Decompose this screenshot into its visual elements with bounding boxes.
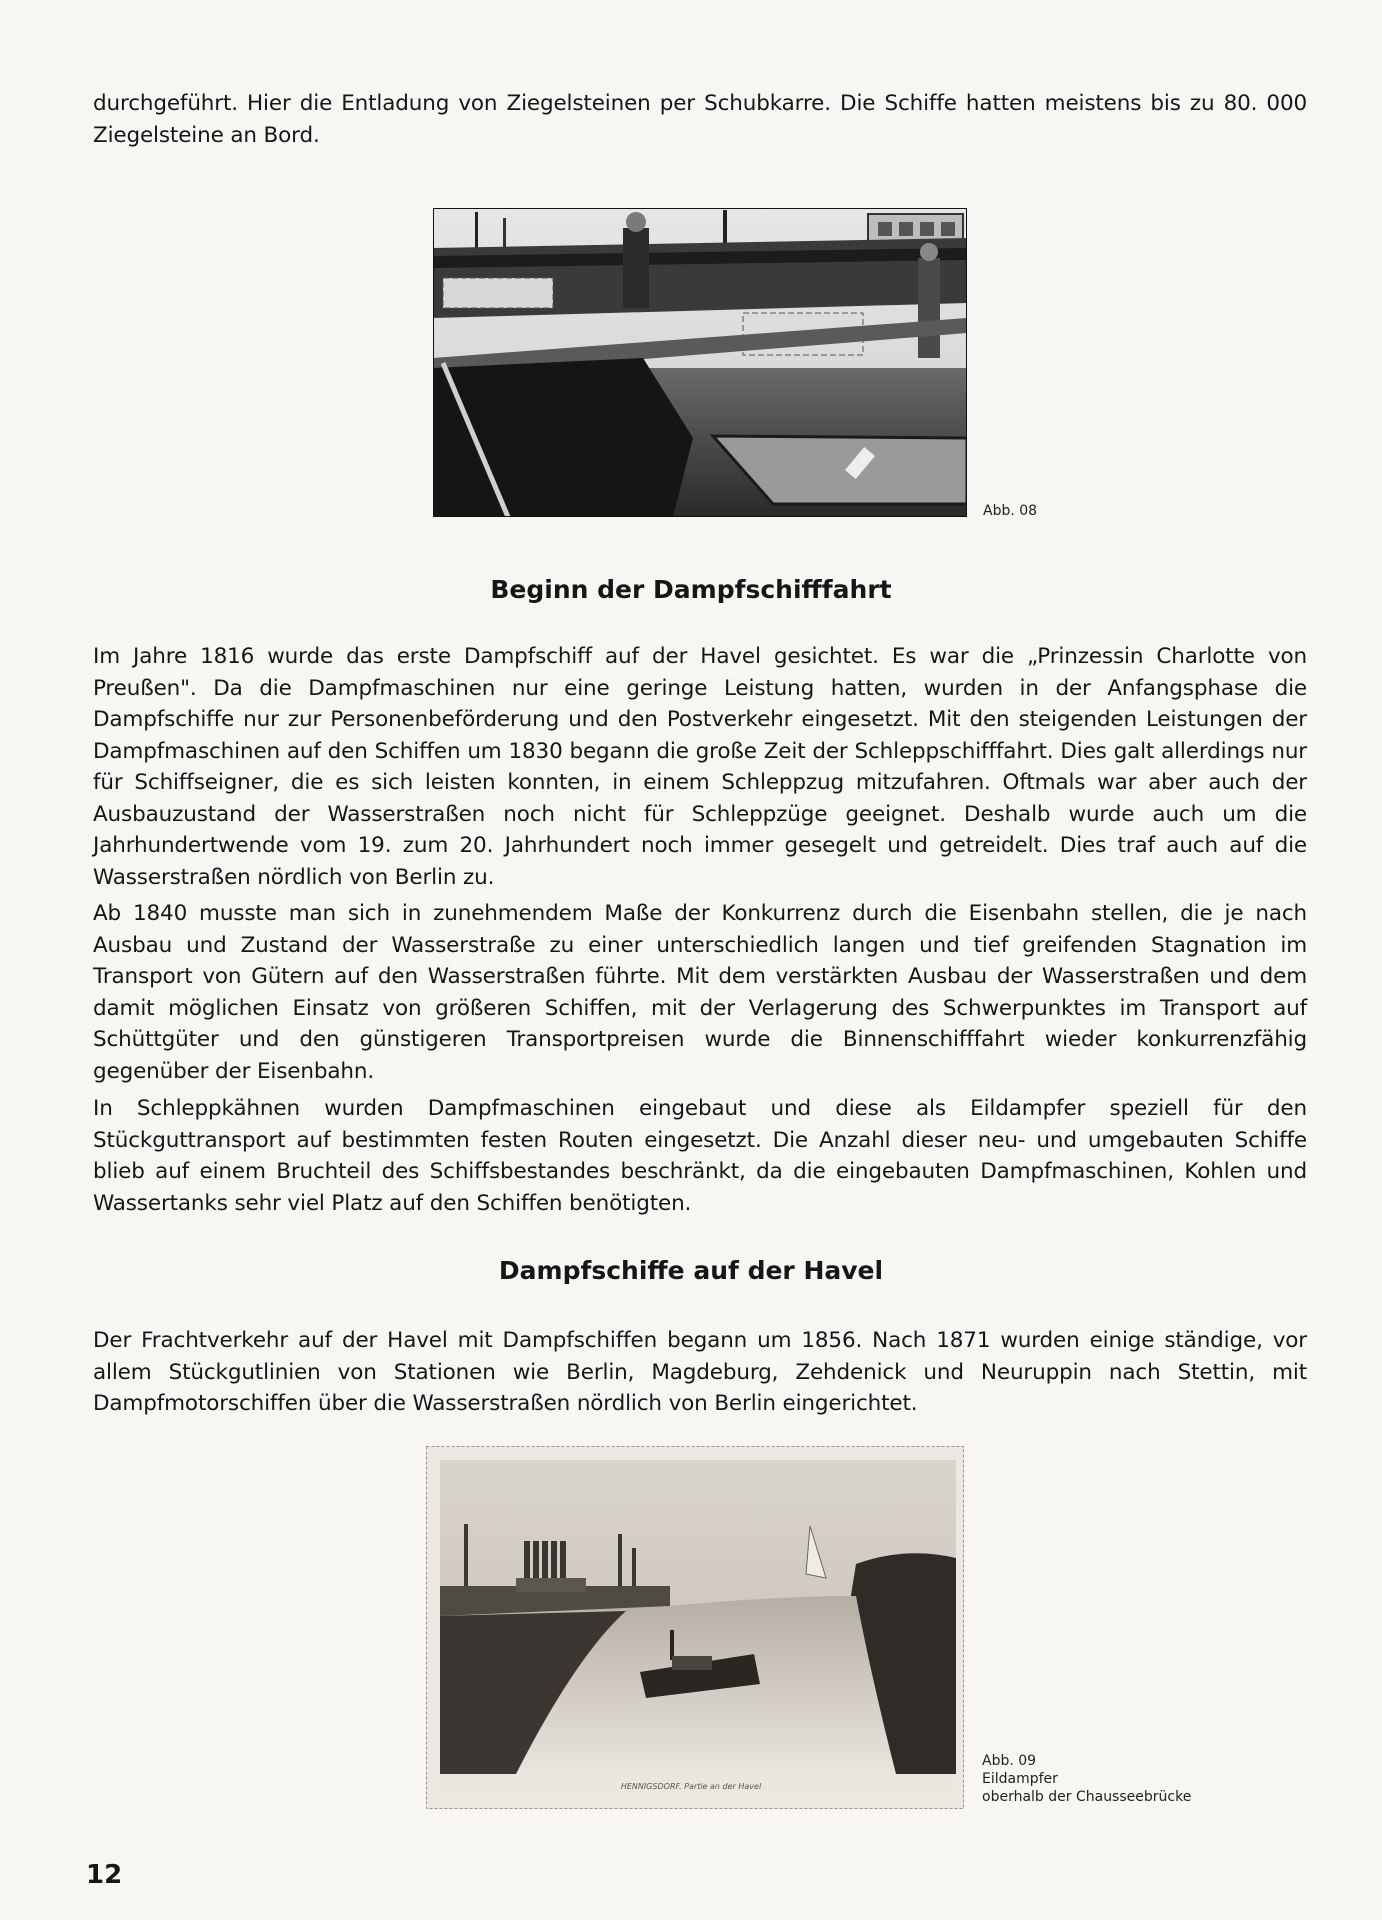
section-1-heading: Beginn der Dampfschifffahrt xyxy=(490,575,892,604)
section-2-heading: Dampfschiffe auf der Havel xyxy=(498,1256,884,1285)
section-1-paragraph-2: Ab 1840 musste man sich in zunehmendem Maße der Konkurrenz durch die Eisenbahn stellen, die je nach Ausbau und Zustand der Wasserstraße zu einer unterschiedlich langen und tief greifenden Stagnation im Transport von Gütern auf den Wasserstraßen führte. Mit dem verstärkten Ausbau der Wasserstraßen und dem damit möglichen Einsatz von größeren Schiffen, mit der Verlagerung des Schwerpunktes im Transport auf Schüttgüter und den günstigeren Transportpreisen wurde die Binnenschifffahrt wieder konkurrenzfähig gegenüber der Eisenbahn. xyxy=(93,901,1307,1084)
section-2-paragraph-1: Der Frachtverkehr auf der Havel mit Dampfschiffen begann um 1856. Nach 1871 wurden einige ständige, vor allem Stückgutlinien von Stationen wie Berlin, Magdeburg, Zehdenick und Neuruppin nach Stettin, mit Dampfmotorschiffen über die Wasserstraßen nördlich von Berlin eingerichtet. xyxy=(93,1328,1307,1416)
intro-paragraph: durchgeführt. Hier die Entladung von Ziegelsteinen per Schubkarre. Die Schiffe hatten meistens bis zu 80. 000 Ziegelsteine an Bord. xyxy=(93,91,1307,148)
figure-09-caption-number: Abb. 09 xyxy=(982,1753,1037,1769)
section-1-paragraph-3: In Schleppkähnen wurden Dampfmaschinen eingebaut und diese als Eildampfer speziell für den Stückguttransport auf bestimmten festen Routen eingesetzt. Die Anzahl dieser neu- und umgebauten Schiffe blieb auf einem Bruchteil des Schiffsbestandes beschränkt, da die eingebauten Dampfmaschinen, Kohlen und Wassertanks sehr viel Platz auf den Schiffen benötigten. xyxy=(93,1096,1307,1216)
figure-08-caption: Abb. 08 xyxy=(983,503,1038,519)
figure-09-postcard xyxy=(426,1446,964,1809)
figure-09-caption-title: Eildampfer xyxy=(982,1771,1058,1787)
figure-09-caption xyxy=(982,1752,1191,1806)
section-1-paragraph-1: Im Jahre 1816 wurde das erste Dampfschiff auf der Havel gesichtet. Es war die „Prinzessin Charlotte von Preußen". Da die Dampfmaschinen nur eine geringe Leistung hatten, wurden in der Anfangsphase die Dampfschiffe nur zur Personenbeförderung und den Postverkehr eingesetzt. Mit den steigenden Leistungen der Dampfmaschinen auf den Schiffen um 1830 begann die große Zeit der Schleppschifffahrt. Dies galt allerdings nur für Schiffseigner, die es sich leisten konnten, in einem Schleppzug mitzufahren. Oftmals war aber auch der Ausbauzustand der Wasserstraßen noch nicht für Schleppzüge geeignet. Deshalb wurde auch um die Jahrhundertwende vom 19. zum 20. Jahrhundert noch immer gesegelt und getreidelt. Dies traf auch auf die Wasserstraßen nördlich von Berlin zu. xyxy=(93,644,1307,890)
figure-08-photo xyxy=(433,208,967,517)
page-number: 12 xyxy=(86,1860,123,1890)
postcard-inscription: HENNIGSDORF. Partie an der Havel xyxy=(620,1782,762,1791)
figure-09-caption-location: oberhalb der Chausseebrücke xyxy=(982,1789,1192,1805)
